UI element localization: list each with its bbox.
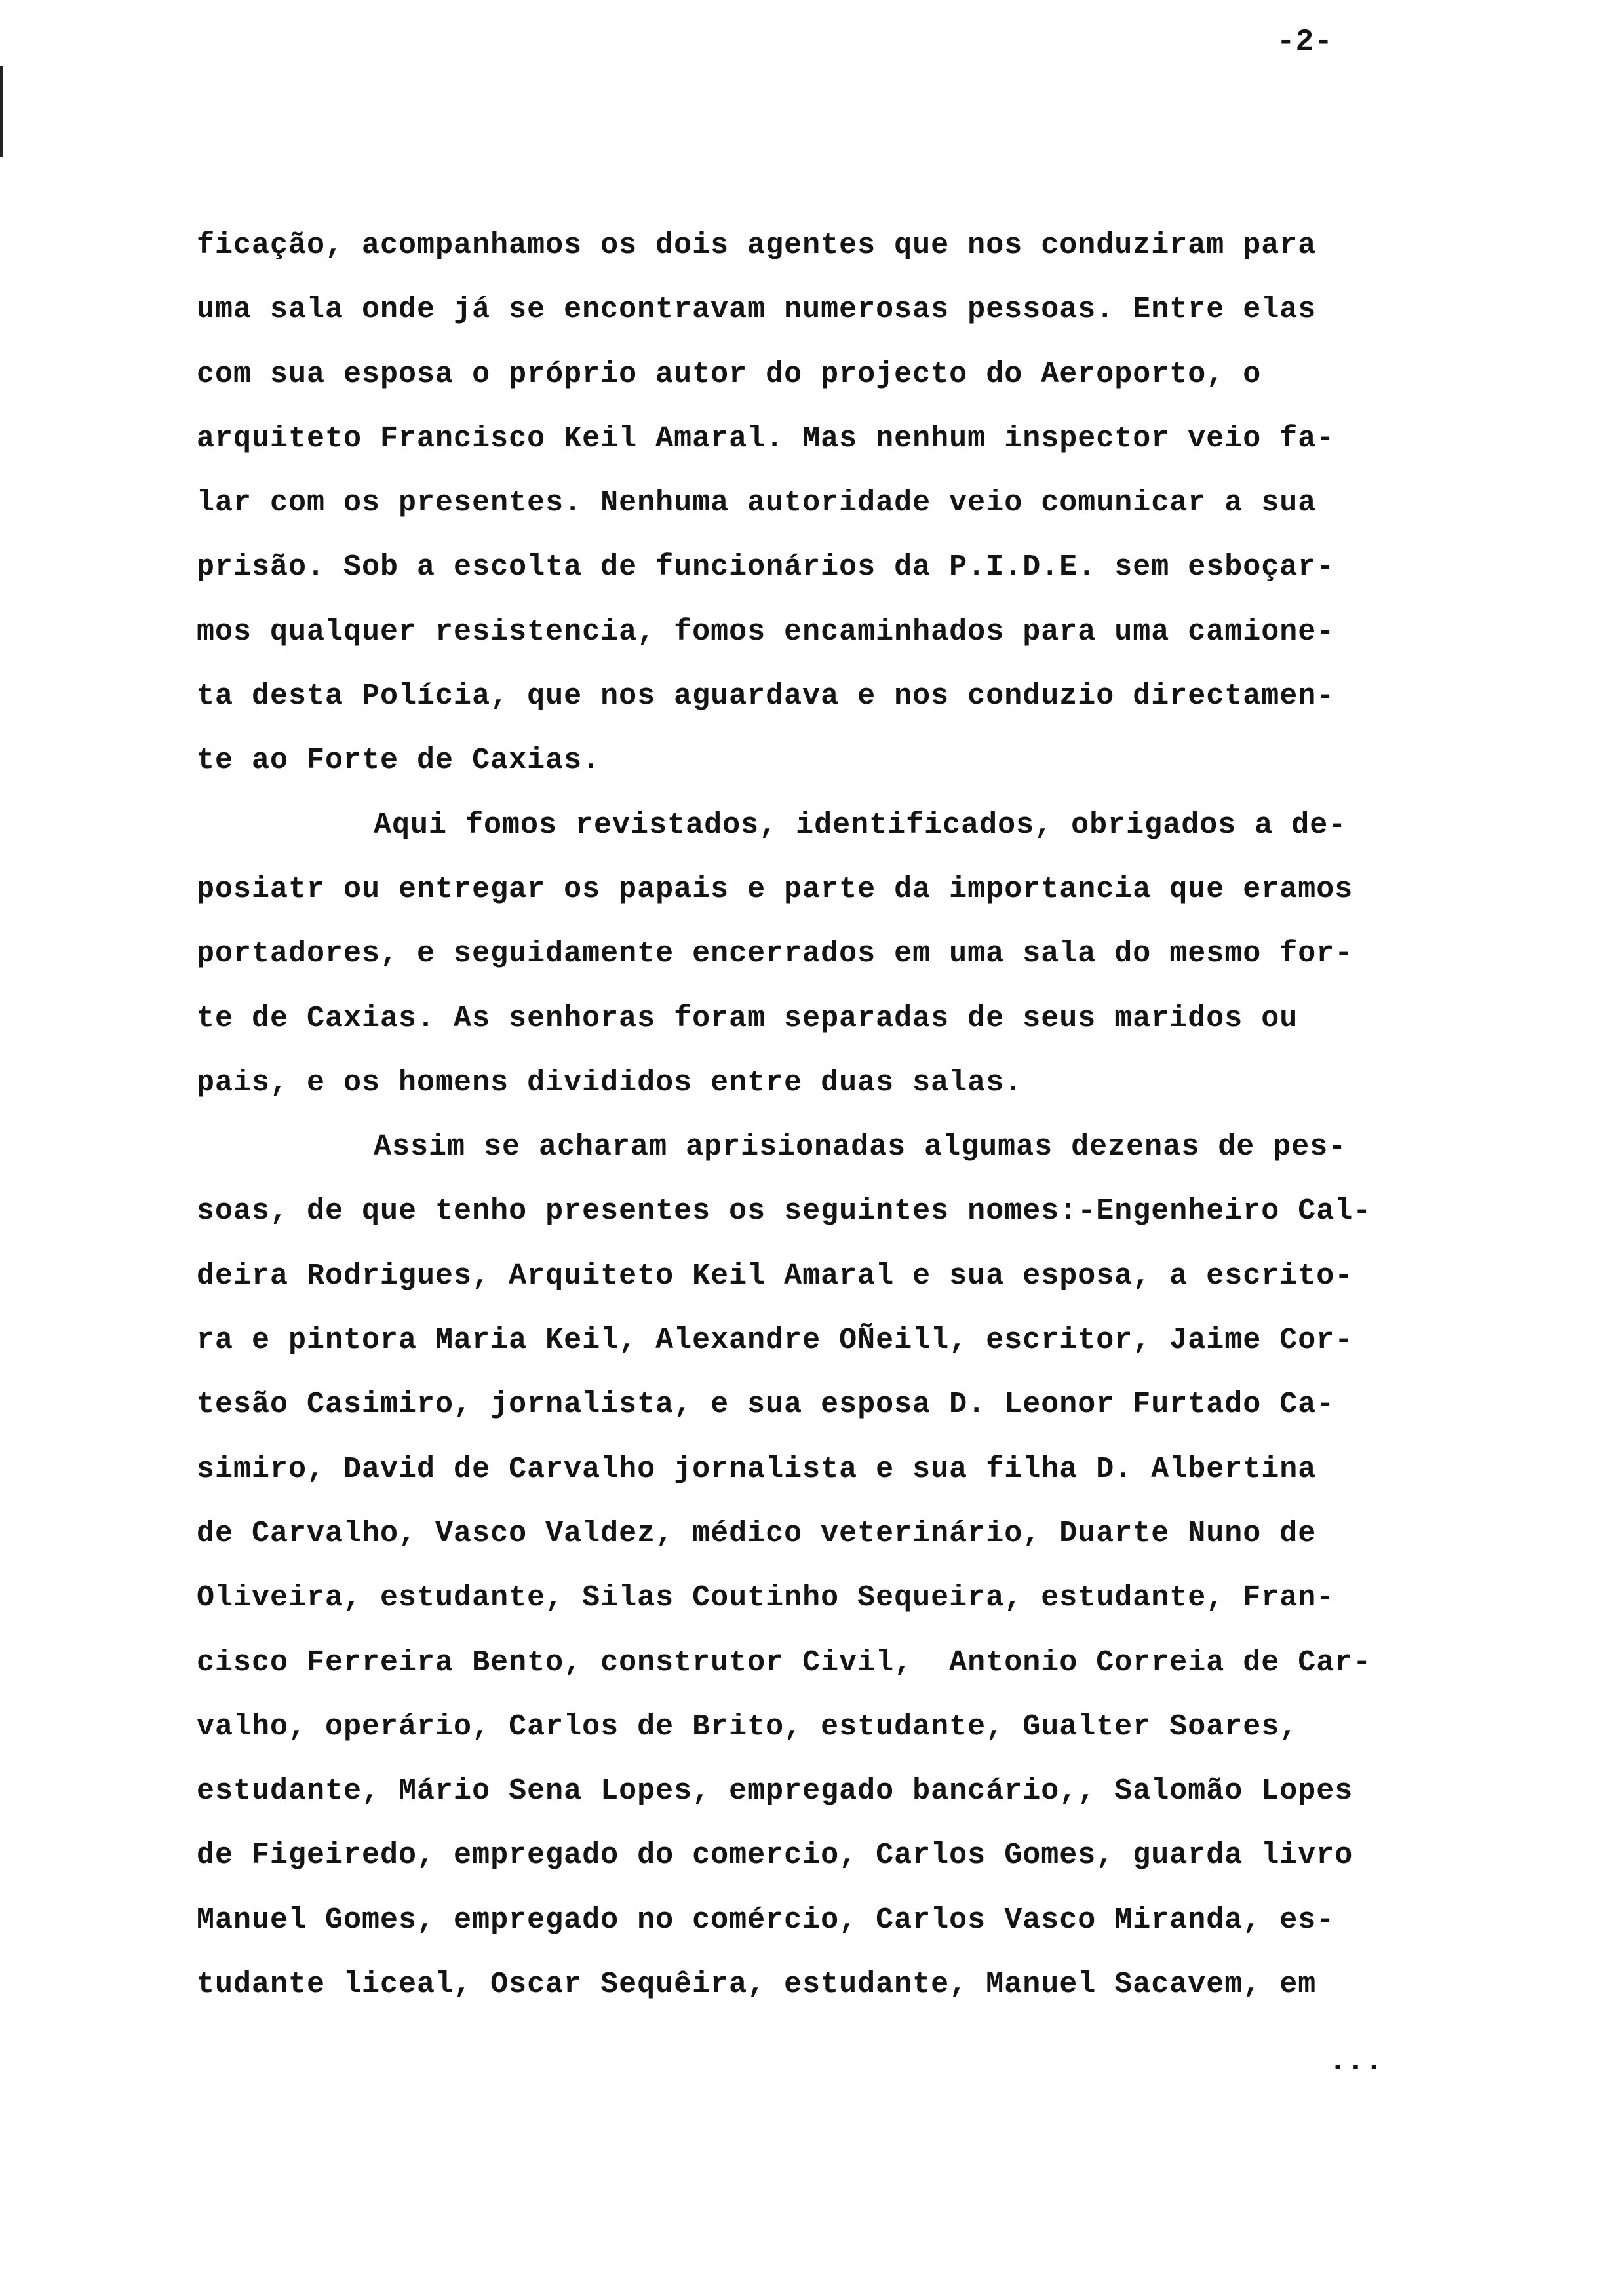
- margin-mark: [0, 66, 3, 157]
- text-line: pais, e os homens divididos entre duas salas.: [197, 1065, 1023, 1100]
- text-line: ficação, acompanhamos os dois agentes que nos conduziram para: [197, 229, 1317, 262]
- paragraph-start-line: Aqui fomos revistados, identificados, obrigados a de-: [374, 808, 1347, 842]
- text-line: te de Caxias. As senhoras foram separadas de seus maridos ou: [197, 1001, 1298, 1035]
- text-line: estudante, Mário Sena Lopes, empregado bancário,, Salomão Lopes: [197, 1774, 1353, 1808]
- paragraph-start-line: Assim se acharam aprisionadas algumas dezenas de pes-: [374, 1130, 1347, 1164]
- text-line: ta desta Polícia, que nos aguardava e nos conduzio directamen-: [197, 679, 1335, 714]
- text-line: simiro, David de Carvalho jornalista e sua filha D. Albertina: [197, 1452, 1317, 1486]
- page-number: -2-: [1277, 25, 1333, 59]
- text-line: tesão Casimiro, jornalista, e sua esposa D. Leonor Furtado Ca-: [197, 1388, 1335, 1422]
- continuation-mark: ...: [1329, 2044, 1383, 2078]
- text-line: arquiteto Francisco Keil Amaral. Mas nenhum inspector veio fa-: [197, 421, 1335, 455]
- text-line: cisco Ferreira Bento, construtor Civil, Antonio Correia de Car-: [197, 1645, 1372, 1679]
- text-line: Manuel Gomes, empregado no comércio, Carlos Vasco Miranda, es-: [197, 1903, 1335, 1937]
- text-line: mos qualquer resistencia, fomos encaminhados para uma camione-: [197, 615, 1335, 649]
- text-line: tudante liceal, Oscar Sequêira, estudante, Manuel Sacavem, em: [197, 1968, 1317, 2002]
- text-line: deira Rodrigues, Arquiteto Keil Amaral e sua esposa, a escrito-: [197, 1259, 1353, 1293]
- text-line: prisão. Sob a escolta de funcionários da P.I.D.E. sem esboçar-: [197, 550, 1335, 584]
- text-line: de Figeiredo, empregado do comercio, Carlos Gomes, guarda livro: [197, 1839, 1353, 1873]
- text-line: soas, de que tenho presentes os seguintes nomes:-Engenheiro Cal-: [197, 1195, 1372, 1229]
- text-line: te ao Forte de Caxias.: [197, 744, 601, 778]
- text-line: posiatr ou entregar os papais e parte da importancia que eramos: [197, 872, 1353, 906]
- text-line: com sua esposa o próprio autor do projecto do Aeroporto, o: [197, 357, 1262, 391]
- text-line: valho, operário, Carlos de Brito, estudante, Gualter Soares,: [197, 1710, 1298, 1744]
- text-line: Oliveira, estudante, Silas Coutinho Sequeira, estudante, Fran-: [197, 1581, 1335, 1615]
- body-text: [197, 214, 1442, 2017]
- text-line: ra e pintora Maria Keil, Alexandre OÑeill, escritor, Jaime Cor-: [197, 1324, 1353, 1358]
- text-line: uma sala onde já se encontravam numerosas pessoas. Entre elas: [197, 293, 1317, 327]
- text-line: lar com os presentes. Nenhuma autoridade veio comunicar a sua: [197, 486, 1317, 520]
- text-line: portadores, e seguidamente encerrados em uma sala do mesmo for-: [197, 937, 1353, 971]
- text-line: de Carvalho, Vasco Valdez, médico veterinário, Duarte Nuno de: [197, 1516, 1317, 1550]
